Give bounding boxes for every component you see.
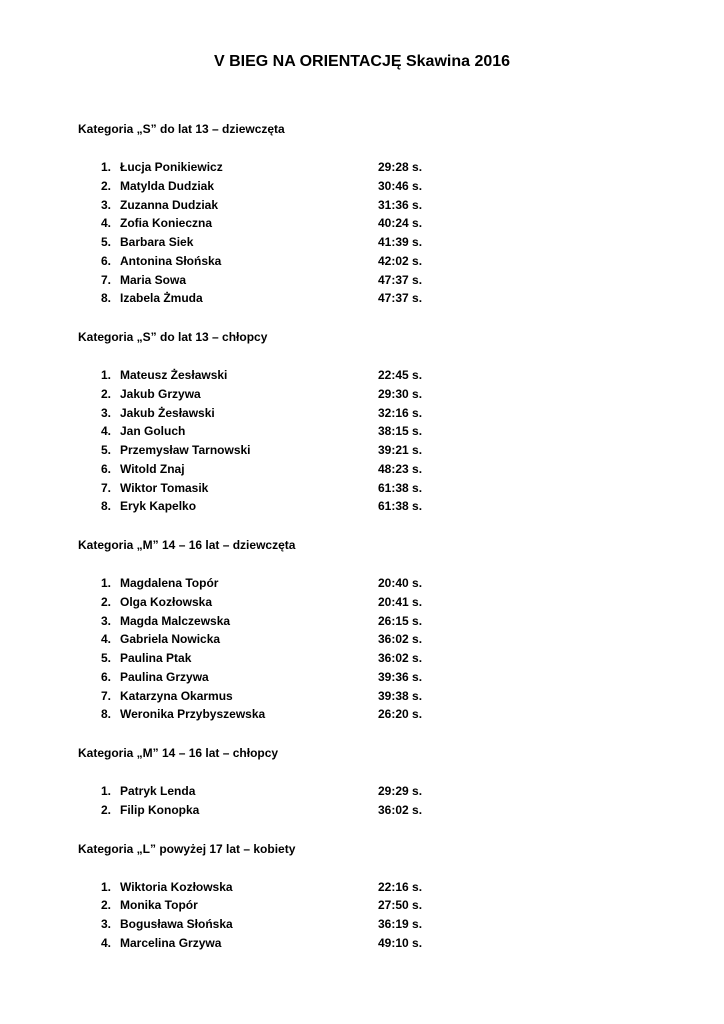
result-rank: 8. bbox=[100, 707, 111, 722]
result-time: 30:46 s. bbox=[378, 178, 423, 193]
result-rank: 2. bbox=[100, 386, 111, 401]
result-row bbox=[78, 289, 638, 308]
competitor-name: Katarzyna Okarmus bbox=[120, 688, 233, 703]
result-row bbox=[78, 479, 638, 498]
competitor-name: Jan Goluch bbox=[120, 424, 186, 439]
result-time: 41:39 s. bbox=[378, 235, 423, 249]
result-time: 61:38 s. bbox=[378, 499, 423, 514]
result-row bbox=[78, 801, 638, 820]
result-row bbox=[78, 422, 638, 441]
result-rank: 4. bbox=[100, 935, 111, 950]
category-section bbox=[78, 121, 638, 308]
category-heading: Kategoria „L” powyżej 17 lat – kobiety bbox=[78, 841, 296, 856]
result-rank: 1. bbox=[100, 368, 111, 382]
competitor-name: Magda Malczewska bbox=[120, 613, 231, 628]
result-row bbox=[78, 158, 638, 177]
category-heading: Kategoria „S” do lat 13 – dziewczęta bbox=[78, 122, 285, 136]
results-list bbox=[78, 574, 638, 724]
category-heading: Kategoria „S” do lat 13 – chłopcy bbox=[78, 330, 268, 344]
result-time: 29:29 s. bbox=[378, 784, 423, 798]
results-list bbox=[78, 158, 638, 308]
result-time: 61:38 s. bbox=[378, 480, 423, 495]
result-time: 36:02 s. bbox=[378, 651, 423, 665]
result-row bbox=[78, 271, 638, 290]
result-rank: 3. bbox=[100, 917, 111, 931]
result-row bbox=[78, 630, 638, 649]
results-content bbox=[78, 121, 638, 974]
result-row bbox=[78, 177, 638, 196]
result-rank: 1. bbox=[100, 576, 111, 590]
competitor-name: Jakub Żesławski bbox=[120, 405, 215, 420]
results-list bbox=[78, 366, 638, 516]
result-time: 48:23 s. bbox=[378, 461, 423, 476]
competitor-name: Weronika Przybyszewska bbox=[120, 707, 266, 722]
competitor-name: Zuzanna Dudziak bbox=[120, 197, 219, 212]
result-row bbox=[78, 497, 638, 516]
category-heading: Kategoria „M” 14 – 16 lat – chłopcy bbox=[78, 746, 279, 760]
competitor-name: Izabela Żmuda bbox=[120, 291, 203, 306]
result-rank: 3. bbox=[100, 405, 111, 420]
competitor-name: Filip Konopka bbox=[120, 802, 200, 817]
result-rank: 7. bbox=[100, 272, 111, 287]
result-row bbox=[78, 196, 638, 215]
result-rank: 4. bbox=[100, 424, 111, 439]
competitor-name: Przemysław Tarnowski bbox=[120, 443, 251, 457]
result-row bbox=[78, 934, 638, 953]
competitor-name: Paulina Grzywa bbox=[120, 669, 209, 684]
result-row bbox=[78, 574, 638, 593]
result-row bbox=[78, 687, 638, 706]
result-time: 36:02 s. bbox=[378, 802, 423, 817]
result-rank: 2. bbox=[100, 594, 111, 609]
result-row bbox=[78, 252, 638, 271]
result-time: 47:37 s. bbox=[378, 291, 423, 306]
result-rank: 3. bbox=[100, 197, 111, 212]
result-time: 27:50 s. bbox=[378, 898, 423, 913]
result-row bbox=[78, 593, 638, 612]
page-title: V BIEG NA ORIENTACJĘ Skawina 2016 bbox=[213, 53, 511, 70]
result-row bbox=[78, 233, 638, 252]
category-heading: Kategoria „M” 14 – 16 lat – dziewczęta bbox=[78, 538, 296, 552]
result-time: 38:15 s. bbox=[378, 424, 423, 439]
competitor-name: Gabriela Nowicka bbox=[120, 632, 221, 647]
result-time: 26:15 s. bbox=[378, 613, 423, 628]
competitor-name: Barbara Siek bbox=[120, 235, 194, 249]
result-time: 39:36 s. bbox=[378, 669, 423, 684]
competitor-name: Jakub Grzywa bbox=[120, 386, 201, 401]
results-list bbox=[78, 782, 638, 820]
competitor-name: Olga Kozłowska bbox=[120, 594, 213, 609]
result-time: 29:30 s. bbox=[378, 386, 423, 401]
result-time: 40:24 s. bbox=[378, 216, 423, 231]
result-rank: 8. bbox=[100, 291, 111, 306]
result-time: 39:21 s. bbox=[378, 443, 423, 457]
result-rank: 6. bbox=[100, 253, 111, 268]
competitor-name: Magdalena Topór bbox=[120, 576, 219, 590]
result-row bbox=[78, 705, 638, 724]
competitor-name: Łucja Ponikiewicz bbox=[120, 160, 223, 174]
result-rank: 2. bbox=[100, 178, 111, 193]
result-rank: 1. bbox=[100, 784, 111, 798]
competitor-name: Mateusz Żesławski bbox=[120, 368, 228, 382]
result-time: 32:16 s. bbox=[378, 405, 423, 420]
competitor-name: Bogusława Słońska bbox=[120, 917, 233, 931]
result-row bbox=[78, 896, 638, 915]
competitor-name: Witold Znaj bbox=[120, 461, 185, 476]
result-time: 39:38 s. bbox=[378, 688, 423, 703]
result-row bbox=[78, 404, 638, 423]
results-list bbox=[78, 878, 638, 953]
competitor-name: Eryk Kapelko bbox=[120, 499, 197, 514]
competitor-name: Maria Sowa bbox=[120, 272, 187, 287]
result-rank: 2. bbox=[100, 898, 111, 913]
result-time: 31:36 s. bbox=[378, 197, 423, 212]
result-row bbox=[78, 441, 638, 460]
category-section bbox=[78, 329, 638, 516]
competitor-name: Matylda Dudziak bbox=[120, 178, 215, 193]
result-row bbox=[78, 612, 638, 631]
result-time: 26:20 s. bbox=[378, 707, 423, 722]
result-row bbox=[78, 649, 638, 668]
competitor-name: Monika Topór bbox=[120, 898, 198, 913]
result-rank: 2. bbox=[100, 802, 111, 817]
competitor-name: Wiktor Tomasik bbox=[120, 480, 209, 495]
result-row bbox=[78, 668, 638, 687]
result-time: 29:28 s. bbox=[378, 160, 423, 174]
result-row bbox=[78, 366, 638, 385]
result-time: 22:16 s. bbox=[378, 879, 423, 894]
result-rank: 4. bbox=[100, 216, 111, 231]
result-time: 47:37 s. bbox=[378, 272, 423, 287]
result-rank: 8. bbox=[100, 499, 111, 514]
result-row bbox=[78, 385, 638, 404]
result-rank: 5. bbox=[100, 651, 111, 665]
result-rank: 3. bbox=[100, 613, 111, 628]
result-row bbox=[78, 460, 638, 479]
competitor-name: Marcelina Grzywa bbox=[120, 935, 222, 950]
result-time: 49:10 s. bbox=[378, 935, 423, 950]
result-rank: 5. bbox=[100, 235, 111, 249]
result-rank: 5. bbox=[100, 443, 111, 457]
category-section bbox=[78, 745, 638, 820]
result-time: 36:19 s. bbox=[378, 917, 423, 931]
result-time: 36:02 s. bbox=[378, 632, 423, 647]
competitor-name: Paulina Ptak bbox=[120, 651, 192, 665]
result-row bbox=[78, 915, 638, 934]
result-rank: 1. bbox=[100, 160, 111, 174]
competitor-name: Antonina Słońska bbox=[120, 253, 222, 268]
result-time: 22:45 s. bbox=[378, 368, 423, 382]
result-row bbox=[78, 214, 638, 233]
result-rank: 7. bbox=[100, 688, 111, 703]
result-time: 20:41 s. bbox=[378, 594, 423, 609]
competitor-name: Zofia Konieczna bbox=[120, 216, 213, 231]
result-rank: 6. bbox=[100, 461, 111, 476]
competitor-name: Wiktoria Kozłowska bbox=[120, 879, 233, 894]
result-row bbox=[78, 782, 638, 801]
competitor-name: Patryk Lenda bbox=[120, 784, 196, 798]
result-time: 42:02 s. bbox=[378, 253, 423, 268]
result-rank: 6. bbox=[100, 669, 111, 684]
result-rank: 7. bbox=[100, 480, 111, 495]
category-section bbox=[78, 841, 638, 953]
result-rank: 4. bbox=[100, 632, 111, 647]
result-rank: 1. bbox=[100, 879, 111, 894]
result-time: 20:40 s. bbox=[378, 576, 423, 590]
category-section bbox=[78, 537, 638, 724]
result-row bbox=[78, 878, 638, 897]
